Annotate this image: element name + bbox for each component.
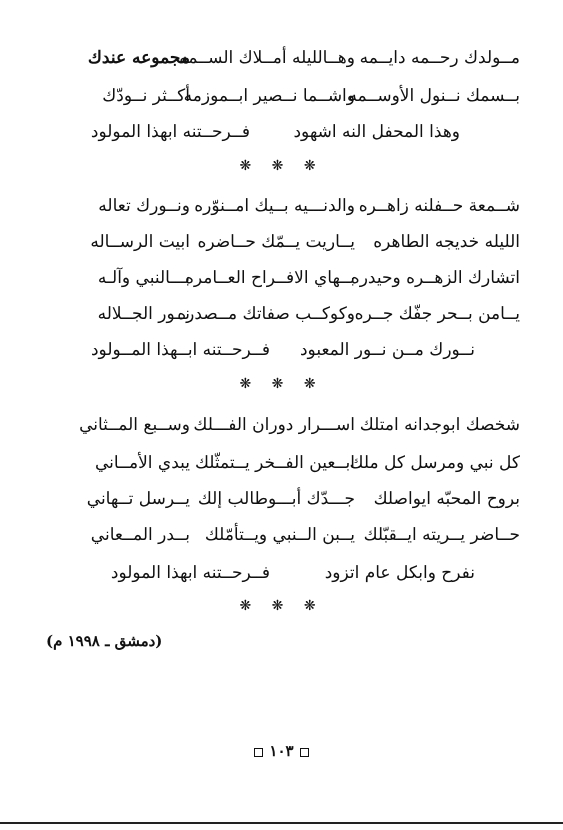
verse-hemistich-3: نــور الجــلاله [97,304,190,324]
verse-hemistich-1: اتشارك الزهــره وحيدره [350,268,520,288]
verse-hemistich-1: حــاضر يــريته ايــقبّلك [363,525,520,545]
verse-hemistich-2: والدنـــيه بــيك امــنوّره [194,196,355,216]
verse-hemistich-2: بــهاي الافــراح العــامره [184,268,355,288]
refrain-part-1: وهذا المحفل النه اشهود [293,122,460,142]
verse-hemistich-2: وهــالليله أمــلاك الســمه [179,48,355,68]
refrain-line [40,337,520,363]
verse-hemistich-2: اســـرار دوران الفـــلك [193,415,355,435]
verse-hemistich-1: شــمعة حــفلنه زاهــره [358,196,520,216]
verse-hemistich-2: واشــما نــصير ابــموزمه [183,86,355,106]
refrain-part-2: فــرحــتنه ابهذا المولود [90,122,250,142]
verse-hemistich-1: الليله خديجه الطاهره [373,232,520,252]
verse-line [40,229,520,255]
stanza-divider: ❋ ❋ ❋ [239,158,324,174]
verse-hemistich-1: مــولدك رحــمه دايــمه [359,48,520,68]
verse-hemistich-2: جـــدّك أبـــوطالب إلك [197,489,355,509]
verse-hemistich-1: بــسمك نــنول الأوســمه [348,86,520,106]
verse-line [40,450,520,476]
verse-hemistich-3: أكــثر نــودّك [102,86,190,106]
verse-line [40,301,520,327]
stanza-divider: ❋ ❋ ❋ [239,598,324,614]
verse-hemistich-3: وســبع المــثاني [79,415,190,435]
verse-hemistich-2: وكوكــب صفاتك مــصدره [177,304,355,324]
bottom-rule [0,822,563,824]
verse-hemistich-1: شخصك ابوجدانه امتلك [359,415,520,435]
refrain-line [40,119,520,145]
verse-hemistich-2: يــاريت يــمّك حــاضره [197,232,355,252]
verse-line [40,486,520,512]
square-ornament-icon [300,748,309,757]
verse-line [40,522,520,548]
page-number-text: ١٠٣ [269,742,294,760]
place-date-signature: (دمشق ـ ١٩٩٨ م) [46,632,163,650]
verse-hemistich-2: يــبن الــنبي ويــتأمّلك [204,525,355,545]
verse-hemistich-1: كل نبي ومرسل كل ملك [349,453,520,473]
verse-line [40,265,520,291]
square-ornament-icon [254,748,263,757]
verse-hemistich-1: بروح المحبّه ايواصلك [373,489,520,509]
stanza-divider: ❋ ❋ ❋ [239,376,324,392]
verse-hemistich-3: بـــالنبي وآلـه [97,268,190,288]
refrain-part-2: فــرحــتنه ابهذا المولود [110,563,270,583]
verse-line [40,45,520,71]
verse-hemistich-3: مجموعه عندك [87,48,190,68]
page-number [0,742,563,760]
verse-line [40,193,520,219]
refrain-part-2: فــرحــتنه ابــهذا المــولود [90,340,270,360]
verse-hemistich-3: بــدر المــعاني [90,525,190,545]
verse-hemistich-3: ابيت الرســاله [90,232,190,252]
verse-hemistich-3: ونــورك تعاله [98,196,190,216]
verse-hemistich-1: يــامن بــحر جفّك جــره [354,304,520,324]
verse-hemistich-3: يــرسل تــهاني [86,489,190,509]
verse-line [40,412,520,438]
refrain-part-1: نــورك مــن نــور المعبود [299,340,475,360]
verse-hemistich-2: ابــعين الفــخر يــتمثّلك [194,453,355,473]
verse-line [40,83,520,109]
verse-hemistich-3: يبدي الأمــاني [94,453,190,473]
refrain-line [40,560,520,586]
refrain-part-1: نفرح وابكل عام اتزود [324,563,475,583]
